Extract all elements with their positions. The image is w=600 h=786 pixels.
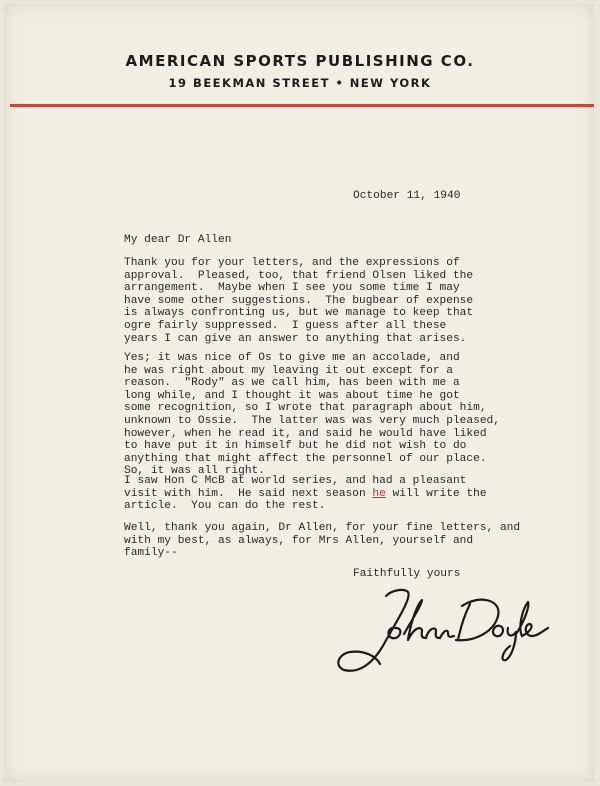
paragraph-3-line-2-end: will write the [385, 487, 487, 500]
paragraph-3-line-3: article. You can do the rest. [124, 500, 326, 513]
letterhead-divider [10, 104, 594, 107]
highlighted-word: he [372, 487, 386, 500]
letter-date: October 11, 1940 [353, 190, 461, 202]
paragraph-3-line-2-start: visit with him. He said next season [124, 487, 373, 500]
letterhead-address: 19 BEEKMAN STREET • NEW YORK [168, 76, 432, 90]
letter-salutation: My dear Dr Allen [124, 234, 232, 246]
letter-paragraph-3 [124, 475, 487, 513]
letterhead-company-name: AMERICAN SPORTS PUBLISHING CO. [125, 52, 475, 70]
letter-paragraph-2: Yes; it was nice of Os to give me an accolade, and he was right about my leaving it out except for a reason. "Rody" as we call him, has been with me a long while, and I thought it was about time he got some recognition, so I wrote that paragraph about him, unknown to Ossie. The latter was was very much pleased, however, when he read it, and said he would have liked to have put it in himself but he did not wish to do anything that might affect the personnel of our place. So, it was all right. [124, 352, 500, 478]
letter-paragraph-4: Well, thank you again, Dr Allen, for your fine letters, and with my best, as always, for Mrs Allen, yourself and family-- [124, 522, 521, 560]
handwritten-signature [330, 582, 560, 682]
letter-paragraph-1: Thank you for your letters, and the expressions of approval. Pleased, too, that friend Olsen liked the arrangement. Maybe when I see you some time I may have some other suggestions. The bugbear of expense is always confronting us, but we manage to keep that ogre fairly suppressed. I guess after all these years I can give an answer to anything that arises. [124, 257, 474, 345]
paragraph-3-line-1: I saw Hon C McB at world series, and had a pleasant [124, 475, 467, 487]
letter-closing: Faithfully yours [353, 568, 461, 580]
